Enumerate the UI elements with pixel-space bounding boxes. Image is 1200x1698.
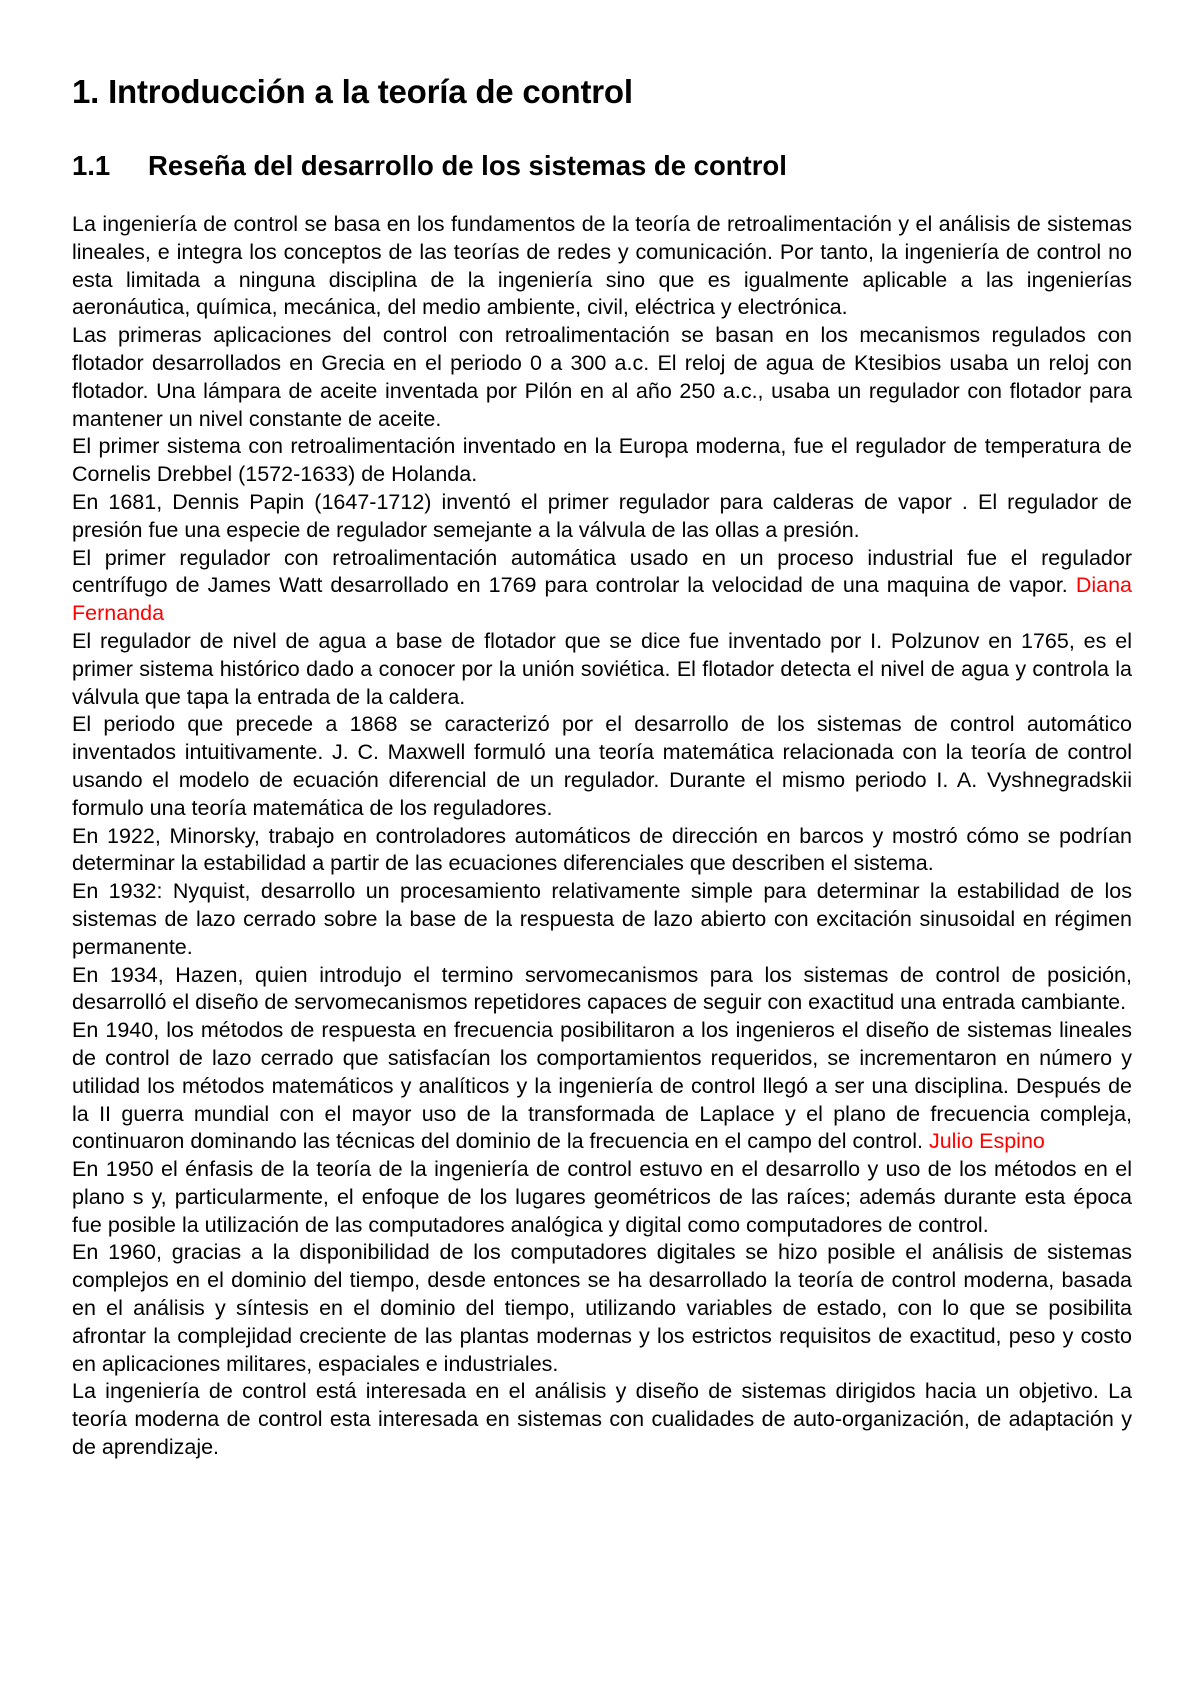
paragraph-text: El primer regulador con retroalimentación automática usado en un proceso industrial fue el regulador centrífugo de James Watt desarrollado en 1769 para controlar la velocidad de una maquina de vapor. bbox=[72, 545, 1132, 598]
paragraph bbox=[72, 489, 1132, 545]
paragraph bbox=[72, 878, 1132, 961]
paragraph-text: En 1940, los métodos de respuesta en frecuencia posibilitaron a los ingenieros el diseño de sistemas lineales de control de lazo cerrado que satisfacían los comportamientos requeridos, se incrementaron en número y utilidad los métodos matemáticos y analíticos y la ingeniería de control llegó a ser una disciplina. Después de la II guerra mundial con el mayor uso de la transformada de Laplace y el plano de frecuencia compleja, continuaron dominando las técnicas del dominio de la frecuencia en el campo del control. bbox=[72, 1018, 1132, 1154]
document-page bbox=[72, 72, 1132, 1462]
paragraph-text: El primer sistema con retroalimentación inventado en la Europa moderna, fue el regulador de temperatura de Cornelis Drebbel (1572-1633) de Holanda. bbox=[72, 434, 1132, 487]
section-number: 1.1 bbox=[72, 150, 111, 181]
paragraph bbox=[72, 433, 1132, 489]
paragraph bbox=[72, 545, 1132, 628]
paragraph-text: En 1681, Dennis Papin (1647-1712) inventó el primer regulador para calderas de vapor . El regulador de presión fue una especie de regulador semejante a la válvula de las ollas a presión. bbox=[72, 489, 1132, 542]
author-note: Diana Fernanda bbox=[72, 573, 1132, 626]
paragraph-text: En 1932: Nyquist, desarrollo un procesamiento relativamente simple para determinar la estabilidad de los sistemas de lazo cerrado sobre la base de la respuesta de lazo abierto con excitación sinusoidal en régimen permanente. bbox=[72, 879, 1132, 959]
paragraph bbox=[72, 823, 1132, 879]
paragraph-text: La ingeniería de control está interesada en el análisis y diseño de sistemas dirigidos hacia un objetivo. La teoría moderna de control esta interesada en sistemas con cualidades de auto-organización, de adaptación y de aprendizaje. bbox=[72, 1379, 1132, 1460]
paragraph bbox=[72, 1239, 1132, 1378]
paragraph-text: El periodo que precede a 1868 se caracterizó por el desarrollo de los sistemas de control automático inventados intuitivamente. J. C. Maxwell formuló una teoría matemática relacionada con la teoría de control usando el modelo de ecuación diferencial de un regulador. Durante el mismo periodo I. A. Vyshnegradskii formulo una teoría matemática de los reguladores. bbox=[72, 712, 1132, 820]
paragraph bbox=[72, 211, 1132, 322]
section-heading bbox=[72, 149, 1132, 183]
paragraph bbox=[72, 711, 1132, 822]
paragraph bbox=[72, 322, 1132, 433]
paragraph bbox=[72, 1378, 1132, 1461]
paragraph-text: En 1934, Hazen, quien introdujo el termino servomecanismos para los sistemas de control de posición, desarrolló el diseño de servomecanismos repetidores capaces de seguir con exactitud una entrada cambiante. bbox=[72, 962, 1132, 1015]
author-note: Julio Espino bbox=[928, 1129, 1045, 1154]
paragraph bbox=[72, 1156, 1132, 1239]
paragraph-text: Las primeras aplicaciones del control con retroalimentación se basan en los mecanismos regulados con flotador desarrollados en Grecia en el periodo 0 a 300 a.c. El reloj de agua de Ktesibios usaba un reloj con flotador. Una lámpara de aceite inventada por Pilón en al año 250 a.c., usaba un regulador con flotador para mantener un nivel constante de aceite. bbox=[72, 323, 1132, 431]
section-title: Reseña del desarrollo de los sistemas de control bbox=[148, 150, 787, 181]
document-title: 1. Introducción a la teoría de control bbox=[72, 73, 633, 110]
paragraph-text: El regulador de nivel de agua a base de flotador que se dice fue inventado por I. Polzunov en 1765, es el primer sistema histórico dado a conocer por la unión soviética. El flotador detecta el nivel de agua y controla la válvula que tapa la entrada de la caldera. bbox=[72, 628, 1132, 709]
document-body bbox=[72, 211, 1132, 1462]
paragraph bbox=[72, 628, 1132, 711]
paragraph-text: En 1950 el énfasis de la teoría de la ingeniería de control estuvo en el desarrollo y uso de los métodos en el plano s y, particularmente, el enfoque de los lugares geométricos de las raíces; además durante esta época fue posible la utilización de las computadores analógica y digital como computadores de control. bbox=[72, 1157, 1132, 1237]
paragraph-text: La ingeniería de control se basa en los fundamentos de la teoría de retroalimentación y el análisis de sistemas lineales, e integra los conceptos de las teorías de redes y comunicación. Por tanto, la ingeniería de control no esta limitada a ninguna disciplina de la ingeniería sino que es igualmente aplicable a las ingenierías aeronáutica, química, mecánica, del medio ambiente, civil, eléctrica y electrónica. bbox=[72, 212, 1132, 320]
paragraph bbox=[72, 962, 1132, 1018]
paragraph-text: En 1922, Minorsky, trabajo en controladores automáticos de dirección en barcos y mostró cómo se podrían determinar la estabilidad a partir de las ecuaciones diferenciales que describen el sistema. bbox=[72, 823, 1132, 876]
paragraph-text: En 1960, gracias a la disponibilidad de los computadores digitales se hizo posible el análisis de sistemas complejos en el dominio del tiempo, desde entonces se ha desarrollado la teoría de control moderna, basada en el análisis y síntesis en el dominio del tiempo, utilizando variables de estado, con lo que se posibilita afrontar la complejidad creciente de las plantas modernas y los estrictos requisitos de exactitud, peso y costo en aplicaciones militares, espaciales e industriales. bbox=[72, 1240, 1132, 1376]
paragraph bbox=[72, 1017, 1132, 1156]
